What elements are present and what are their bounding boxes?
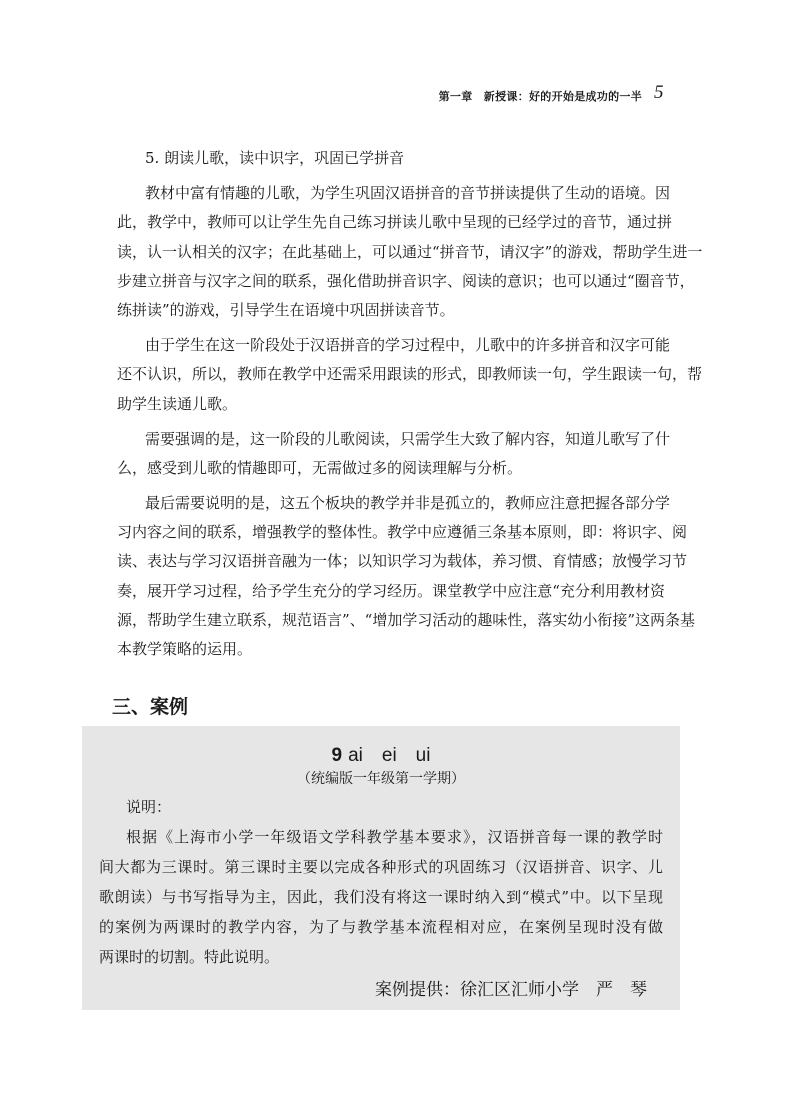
note-line: 歌朗读）与书写指导为主，因此，我们没有将这一课时纳入到“模式”中。以下呈现	[99, 888, 663, 906]
text-line: 助学生读通儿歌。	[117, 394, 238, 413]
text-line: 步建立拼音与汉字之间的联系，强化借助拼音识字、阅读的意识；也可以通过“圈音节，	[117, 271, 695, 290]
text-line: 奏，展开学习过程，给予学生充分的学习经历。课堂教学中应注意“充分利用教材资	[117, 581, 665, 600]
text-line: 本教学策略的运用。	[117, 640, 253, 658]
case-note	[99, 792, 663, 972]
case-title-text: ai ei ui	[348, 745, 431, 766]
note-line: 间大都为三课时。第三课时主要以完成各种形式的巩固练习（汉语拼音、识字、儿	[99, 858, 663, 876]
paragraph	[117, 331, 703, 419]
paragraph	[117, 489, 696, 664]
page-number: 5	[654, 82, 664, 103]
text-line: 读、表达与学习汉语拼音融为一体；以知识学习为载体，养习惯、育情感；放慢学习节	[117, 552, 688, 571]
note-label: 说明：	[126, 798, 172, 816]
text-line: 还不认识，所以，教师在教学中还需采用跟读的形式，即教师读一句，学生跟读一句，帮	[117, 365, 703, 384]
text-line: 教材中富有情趣的儿歌，为学生巩固汉语拼音的音节拼读提供了生动的语境。因	[145, 184, 671, 203]
note-line: 两课时的切割。特此说明。	[99, 948, 280, 966]
text-line: 最后需要说明的是，这五个板块的教学并非是孤立的，教师应注意把握各部分学	[145, 494, 671, 513]
paragraph	[117, 425, 671, 483]
case-credit: 案例提供：徐汇区汇师小学 严 琴	[375, 980, 647, 1000]
case-subtitle: （统编版一年级第一学期）	[297, 771, 465, 787]
note-line: 根据《上海市小学一年级语文学科教学基本要求》，汉语拼音每一课的教学时	[126, 828, 663, 846]
case-box	[82, 726, 680, 1010]
text-line: 由于学生在这一阶段处于汉语拼音的学习过程中，儿歌中的许多拼音和汉字可能	[145, 336, 671, 355]
note-line: 的案例为两课时的教学内容，为了与教学基本流程相对应，在案例呈现时没有做	[99, 918, 663, 936]
section-title: 三、案例	[112, 696, 189, 718]
case-title	[82, 740, 680, 767]
paragraph	[117, 179, 703, 325]
text-line: 么，感受到儿歌的情趣即可，无需做过多的阅读理解与分析。	[117, 458, 523, 477]
text-line: 需要强调的是，这一阶段的儿歌阅读，只需学生大致了解内容，知道儿歌写了什	[145, 429, 671, 448]
text-line: 练拼读”的游戏，引导学生在语境中巩固拼读音节。	[117, 300, 455, 319]
text-line: 习内容之间的联系，增强教学的整体性。教学中应遵循三条基本原则，即：将识字、阅	[117, 523, 688, 542]
text-line: 此，教学中，教师可以让学生先自己练习拼读儿歌中呈现的已经学过的音节，通过拼	[117, 213, 673, 232]
running-header: 第一章 新授课：好的开始是成功的一半	[438, 90, 642, 103]
body-text	[117, 144, 703, 664]
text-line: 源，帮助学生建立联系，规范语言”、“增加学习活动的趣味性，落实幼小衔接”这两条基	[117, 610, 696, 629]
text-line: 读，认一认相关的汉字；在此基础上，可以通过“拼音节，请汉字”的游戏，帮助学生进一	[117, 242, 703, 261]
case-number: 9	[331, 745, 343, 766]
subsection-title: 5. 朗读儿歌，读中识字，巩固已学拼音	[145, 149, 405, 167]
